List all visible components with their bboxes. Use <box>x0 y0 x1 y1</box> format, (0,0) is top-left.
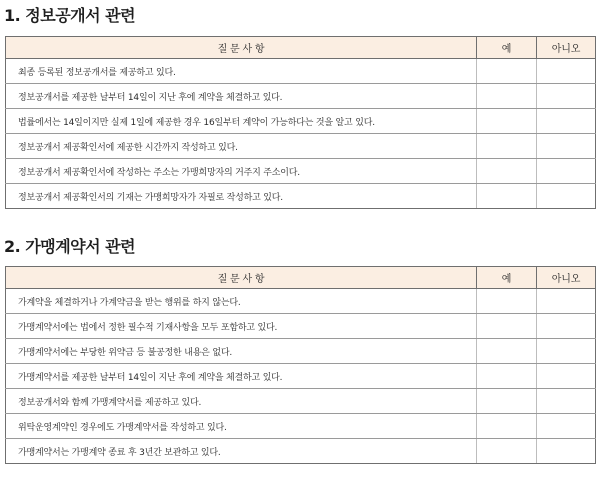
table-row <box>6 109 596 134</box>
table-row <box>6 314 596 339</box>
table-row <box>6 414 596 439</box>
question-text: 정보공개서와 함께 가맹계약서를 제공하고 있다. <box>6 389 477 414</box>
table-row <box>6 159 596 184</box>
table-row <box>6 389 596 414</box>
table-row <box>6 84 596 109</box>
yes-checkbox-cell[interactable] <box>477 59 537 84</box>
yes-checkbox-cell[interactable] <box>477 134 537 159</box>
no-checkbox-cell[interactable] <box>537 439 596 464</box>
no-checkbox-cell[interactable] <box>537 339 596 364</box>
no-checkbox-cell[interactable] <box>537 59 596 84</box>
no-checkbox-cell[interactable] <box>537 389 596 414</box>
yes-checkbox-cell[interactable] <box>477 84 537 109</box>
yes-column-header: 예 <box>477 37 537 59</box>
question-text: 정보공개서 제공확인서에 작성하는 주소는 가맹희망자의 거주지 주소이다. <box>6 159 477 184</box>
question-text: 가맹계약서에는 부당한 위약금 등 불공정한 내용은 없다. <box>6 339 477 364</box>
question-text: 가계약을 체결하거나 가계약금을 받는 행위를 하지 않는다. <box>6 289 477 314</box>
yes-checkbox-cell[interactable] <box>477 414 537 439</box>
yes-checkbox-cell[interactable] <box>477 289 537 314</box>
question-text: 정보공개서를 제공한 날부터 14일이 지난 후에 계약을 체결하고 있다. <box>6 84 477 109</box>
table-row <box>6 59 596 84</box>
table-row <box>6 364 596 389</box>
question-column-header: 질 문 사 항 <box>6 267 477 289</box>
table-row <box>6 339 596 364</box>
yes-checkbox-cell[interactable] <box>477 339 537 364</box>
no-column-header: 아니오 <box>537 37 596 59</box>
no-checkbox-cell[interactable] <box>537 159 596 184</box>
question-text: 법률에서는 14일이지만 실제 1일에 제공한 경우 16일부터 계약이 가능하다는 것을 알고 있다. <box>6 109 477 134</box>
table-header-row <box>6 267 596 289</box>
question-text: 정보공개서 제공확인서의 기재는 가맹희망자가 자필로 작성하고 있다. <box>6 184 477 209</box>
no-checkbox-cell[interactable] <box>537 184 596 209</box>
info-disclosure-checklist-table <box>5 36 596 209</box>
question-text: 가맹계약서를 제공한 날부터 14일이 지난 후에 계약을 체결하고 있다. <box>6 364 477 389</box>
no-checkbox-cell[interactable] <box>537 84 596 109</box>
table-row <box>6 134 596 159</box>
section-1-title: 1. 정보공개서 관련 <box>4 6 136 25</box>
question-text: 위탁운영계약인 경우에도 가맹계약서를 작성하고 있다. <box>6 414 477 439</box>
no-checkbox-cell[interactable] <box>537 364 596 389</box>
no-checkbox-cell[interactable] <box>537 314 596 339</box>
yes-checkbox-cell[interactable] <box>477 389 537 414</box>
no-checkbox-cell[interactable] <box>537 134 596 159</box>
question-text: 정보공개서 제공확인서에 제공한 시간까지 작성하고 있다. <box>6 134 477 159</box>
section-2-title: 2. 가맹계약서 관련 <box>4 237 136 256</box>
question-column-header: 질 문 사 항 <box>6 37 477 59</box>
no-column-header: 아니오 <box>537 267 596 289</box>
question-text: 가맹계약서는 가맹계약 종료 후 3년간 보관하고 있다. <box>6 439 477 464</box>
table-row <box>6 184 596 209</box>
franchise-contract-checklist-table <box>5 266 596 464</box>
question-text: 가맹계약서에는 법에서 정한 필수적 기재사항을 모두 포함하고 있다. <box>6 314 477 339</box>
yes-checkbox-cell[interactable] <box>477 439 537 464</box>
table-row <box>6 289 596 314</box>
yes-checkbox-cell[interactable] <box>477 314 537 339</box>
yes-checkbox-cell[interactable] <box>477 159 537 184</box>
yes-checkbox-cell[interactable] <box>477 364 537 389</box>
question-text: 최종 등록된 정보공개서를 제공하고 있다. <box>6 59 477 84</box>
no-checkbox-cell[interactable] <box>537 109 596 134</box>
yes-checkbox-cell[interactable] <box>477 109 537 134</box>
table-header-row <box>6 37 596 59</box>
no-checkbox-cell[interactable] <box>537 414 596 439</box>
table-row <box>6 439 596 464</box>
no-checkbox-cell[interactable] <box>537 289 596 314</box>
yes-column-header: 예 <box>477 267 537 289</box>
yes-checkbox-cell[interactable] <box>477 184 537 209</box>
